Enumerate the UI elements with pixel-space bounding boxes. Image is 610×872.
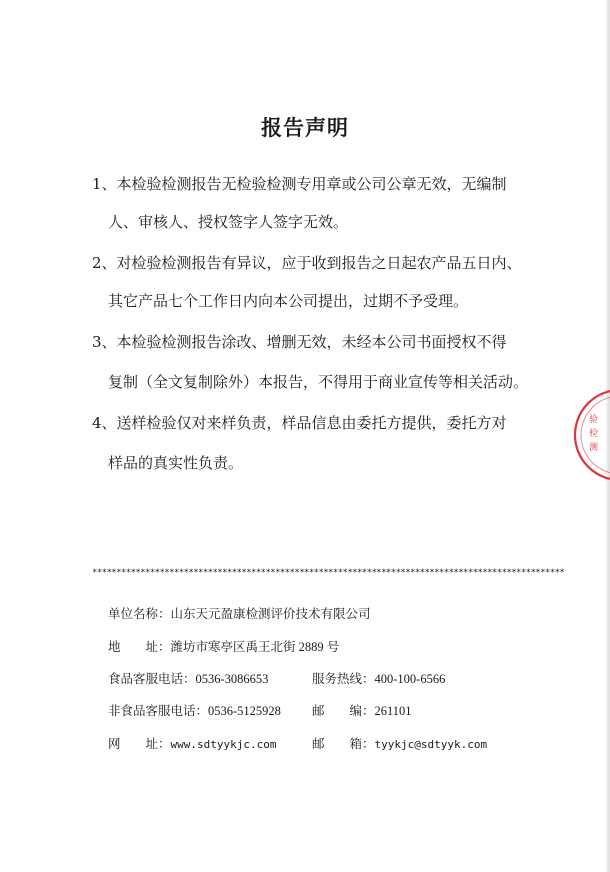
company-address-row xyxy=(108,637,339,655)
website-label: 网 址： xyxy=(108,737,171,751)
statement-3-line-2: 复制（全文复制除外）本报告，不得用于商业宣传等相关活动。 xyxy=(108,373,529,391)
email-label: 邮 箱： xyxy=(312,737,375,751)
seal-icon xyxy=(580,388,606,482)
page-title: 报告声明 xyxy=(261,116,349,140)
nonfood-phone-row xyxy=(108,701,281,719)
statement-1-line-2: 人、审核人、授权签字人签字无效。 xyxy=(108,213,349,231)
email-value[interactable]: tyykjc@sdtyyk.com xyxy=(374,738,488,751)
statement-4-line-1: 4、送样检验仅对来样负责，样品信息由委托方提供，委托方对 xyxy=(92,414,507,432)
divider-stars: ************************************************************************************************** xyxy=(92,568,565,578)
postcode-row xyxy=(312,701,412,719)
hotline-label: 服务热线： xyxy=(312,672,375,686)
company-unit-row xyxy=(108,604,371,622)
seal-text: 验检测 xyxy=(589,415,599,453)
email-row xyxy=(312,734,487,752)
official-seal-partial xyxy=(580,388,606,482)
website-value[interactable]: www.sdtyykjc.com xyxy=(170,738,277,751)
statement-1-line-1: 1、本检验检测报告无检验检测专用章或公司公章无效，无编制 xyxy=(92,175,507,193)
address-value: 潍坊市寒亭区禹王北街 2889 号 xyxy=(170,640,340,654)
food-phone-label: 食品客服电话： xyxy=(108,672,196,686)
address-label: 地 址： xyxy=(108,640,171,654)
hotline-row xyxy=(312,669,445,687)
food-phone-row xyxy=(108,669,268,687)
postcode-label: 邮 编： xyxy=(312,704,375,718)
nonfood-phone-label: 非食品客服电话： xyxy=(108,704,209,718)
hotline-value: 400-100-6566 xyxy=(374,672,446,686)
nonfood-phone-value: 0536-5125928 xyxy=(208,704,281,718)
statement-4-line-2: 样品的真实性负责。 xyxy=(108,454,244,472)
food-phone-value: 0536-3086653 xyxy=(195,672,269,686)
website-row xyxy=(108,734,276,752)
unit-value: 山东天元盈康检测评价技术有限公司 xyxy=(170,607,371,621)
statement-2-line-1: 2、对检验检测报告有异议，应于收到报告之日起农产品五日内、 xyxy=(92,254,522,272)
statement-2-line-2: 其它产品七个工作日内向本公司提出，过期不予受理。 xyxy=(108,292,469,310)
unit-label: 单位名称： xyxy=(108,607,171,621)
postcode-value: 261101 xyxy=(374,704,412,718)
statement-3-line-1: 3、本检验检测报告涂改、增删无效，未经本公司书面授权不得 xyxy=(92,333,507,351)
